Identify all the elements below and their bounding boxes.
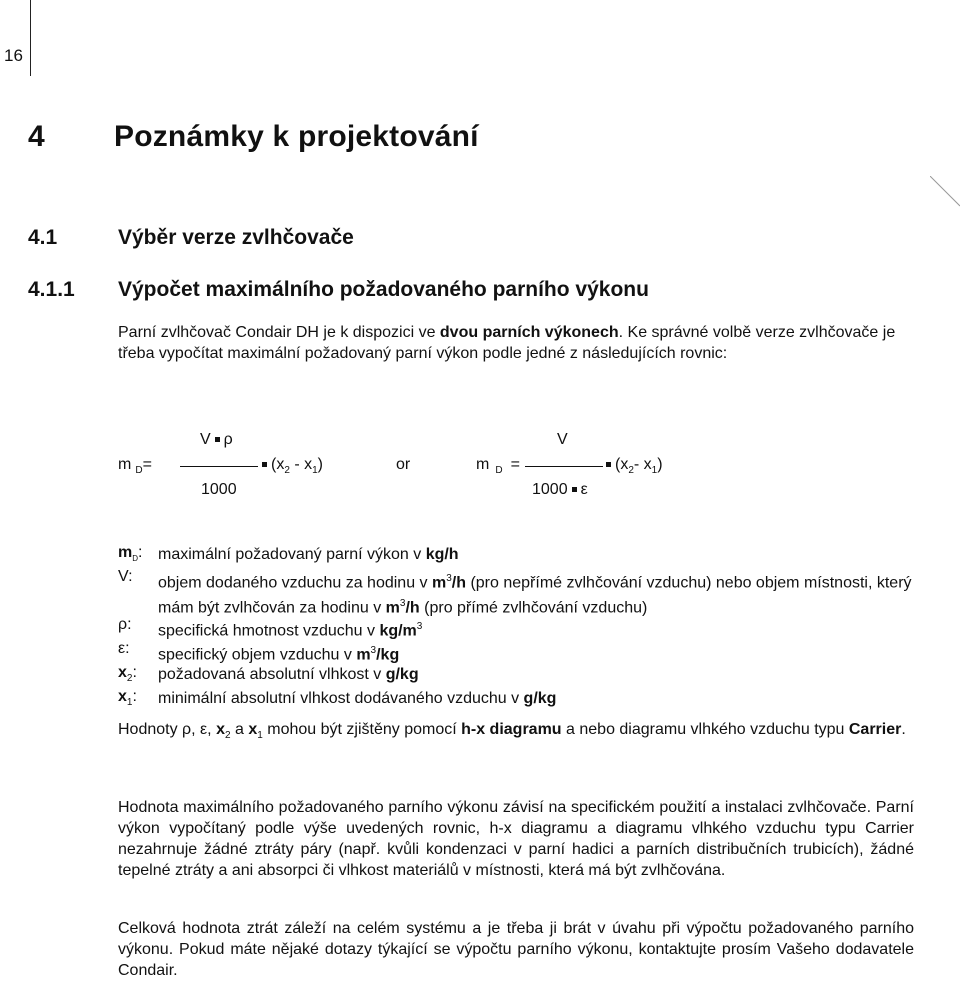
paragraph-losses: Hodnota maximálního požadovaného parního výkonu závisí na specifickém použití a instalaci zvlhčovače. Parní výkon vypočítaný podle výše uvedených rovnic, h-x diagramu a diagramu vlhkého vzduchu typu Carrier nezahrnuje žádné ztráty páry (např. kvůli kondenzaci v parní hadici a parních distribučních trubicích), žádné tepelné ztráty a ani absorpci či vlhkost materiálů v místnosti, která má být zvlhčována. <box>118 799 914 879</box>
def-unit-1: m <box>431 574 447 592</box>
def-text-1: objem dodaného vzduchu za hodinu v <box>158 574 432 592</box>
sym-m: m <box>118 544 133 561</box>
right-eq-factor <box>606 456 663 476</box>
page-number: 16 <box>4 46 23 65</box>
note-text-3: a nebo diagramu vlhkého vzduchu typu <box>561 721 849 738</box>
sym-x: x <box>118 664 127 681</box>
def-unit-sup: 3 <box>370 645 377 656</box>
note-and: a <box>230 721 249 738</box>
right-eq-x2: (x <box>615 456 629 473</box>
header-divider <box>30 0 31 76</box>
intro-text-2: . Ke správné volbě verze zvlhčovače je třeba vypočítat maximální požadovaný parní výkon podle jedné z následujících rovnic: <box>118 324 896 362</box>
left-fraction-line <box>180 466 258 467</box>
right-fraction-line <box>525 466 603 467</box>
sym-sub: 2 <box>126 673 133 685</box>
left-eq-sub-d: D <box>135 465 143 477</box>
def-text: minimální absolutní vlhkost dodávaného vzduchu v <box>158 690 524 707</box>
section-heading <box>28 226 354 250</box>
right-eq-sub1: 1 <box>651 465 658 477</box>
chapter-heading <box>28 120 479 154</box>
definition-symbol <box>118 688 158 708</box>
values-note <box>118 719 914 746</box>
left-eq-x2: (x <box>271 456 285 473</box>
intro-text-1: Parní zvlhčovač Condair DH je k dispozici ve <box>118 324 440 341</box>
intro-bold: dvou parních výkonech <box>439 324 619 341</box>
right-eq-m: m <box>476 456 490 473</box>
left-eq-sub1: 1 <box>312 465 318 477</box>
definition-text <box>158 616 918 641</box>
right-eq-x1: - x <box>633 456 652 473</box>
left-eq-numerator <box>200 431 233 449</box>
definition-symbol <box>118 664 158 684</box>
note-text-1: Hodnoty ρ, ε, <box>118 721 217 738</box>
def-unit: g/kg <box>385 666 419 683</box>
or-label: or <box>396 456 411 473</box>
subsection-heading <box>28 278 649 302</box>
sym-colon: : <box>138 544 143 561</box>
note-x2: x <box>216 721 225 738</box>
intro-paragraph <box>118 322 914 364</box>
definition-text <box>158 640 918 665</box>
section-number: 4.1 <box>28 226 58 249</box>
left-eq-sub2: 2 <box>284 465 290 477</box>
multiply-dot <box>262 462 267 467</box>
right-eq-lhs <box>476 456 520 476</box>
def-unit-2: m <box>385 599 400 617</box>
sym-colon: : <box>132 688 137 705</box>
right-eq-1000: 1000 <box>532 481 568 498</box>
right-eq-denominator <box>532 481 588 499</box>
left-eq-m: m <box>118 456 132 473</box>
paragraph-contact: Celková hodnota ztrát záleží na celém systému a je třeba ji brát v úvahu při výpočtu požadovaného parního výkonu. Pokud máte nějaké dotazy týkající se výpočtu parního výkonu, kontaktujte prosím Vašeho dodavatele Condair. <box>118 920 914 979</box>
chapter-number: 4 <box>28 120 45 153</box>
note-text-2: mohou být zjištěny pomocí <box>262 721 462 738</box>
def-unit-1b: /h <box>451 574 466 592</box>
note-bold-hx: h-x diagramu <box>461 721 562 738</box>
definition-text <box>158 544 918 565</box>
def-text: specifická hmotnost vzduchu v <box>158 622 380 640</box>
def-unit-2-sup: 3 <box>399 598 406 610</box>
note-x1: x <box>248 721 258 738</box>
def-unit: kg/h <box>425 546 459 563</box>
sym-x: x <box>118 688 127 705</box>
definition-symbol <box>118 544 158 563</box>
def-text: maximální požadovaný parní výkon v <box>158 546 426 563</box>
right-eq-equals: = <box>510 456 520 473</box>
left-eq-lhs <box>118 456 152 476</box>
right-eq-sub-d: D <box>495 465 503 477</box>
definition-text <box>158 688 918 709</box>
multiply-dot <box>572 487 577 492</box>
def-unit-2b: /h <box>405 599 420 617</box>
sym-sub-d: D <box>132 554 139 564</box>
subsection-number: 4.1.1 <box>28 278 75 301</box>
note-period: . <box>901 721 906 738</box>
def-unit-sup: 3 <box>416 621 423 632</box>
def-text-2: (pro nepřímé zvlhčování vzduchu) nebo objem místnosti, který mám být zvlhčován za hodinu v <box>158 574 912 617</box>
left-eq-equals: = <box>142 456 152 473</box>
definition-symbol: ε: <box>118 640 130 657</box>
def-unit: g/kg <box>523 690 557 707</box>
right-eq-eps: ε <box>580 481 588 498</box>
subsection-title: Výpočet maximálního požadovaného parního výkonu <box>118 278 649 301</box>
def-unit: m <box>356 646 371 664</box>
left-eq-factor <box>262 456 323 476</box>
sym-colon: : <box>132 664 137 681</box>
def-unit-1-sup: 3 <box>446 573 452 584</box>
left-eq-v: V <box>200 431 211 448</box>
corner-decoration <box>930 176 960 216</box>
left-eq-close: ) <box>317 456 323 473</box>
left-eq-denominator: 1000 <box>201 481 237 498</box>
multiply-dot <box>215 437 220 442</box>
def-text: požadovaná absolutní vlhkost v <box>158 666 386 683</box>
definition-symbol: ρ: <box>118 616 132 633</box>
sym-sub: 1 <box>126 697 133 709</box>
definition-text <box>158 568 918 619</box>
multiply-dot <box>606 462 611 467</box>
left-eq-rho: ρ <box>223 431 233 448</box>
right-eq-sub2: 2 <box>628 465 634 477</box>
note-bold-carrier: Carrier <box>848 721 902 738</box>
note-x2-sub: 2 <box>224 730 231 742</box>
def-unit: kg/m <box>379 622 417 640</box>
chapter-title: Poznámky k projektování <box>114 120 479 153</box>
left-eq-x1: - x <box>289 456 313 473</box>
def-text-3: (pro přímé zvlhčování vzduchu) <box>419 599 648 617</box>
note-x1-sub: 1 <box>257 730 263 742</box>
definition-text <box>158 664 918 685</box>
section-title: Výběr verze zvlhčovače <box>118 226 354 249</box>
definition-symbol: V: <box>118 568 133 585</box>
right-eq-numerator: V <box>557 431 568 448</box>
def-unit-2: /kg <box>376 646 400 664</box>
right-eq-close: ) <box>657 456 663 473</box>
def-text: specifický objem vzduchu v <box>158 646 357 664</box>
